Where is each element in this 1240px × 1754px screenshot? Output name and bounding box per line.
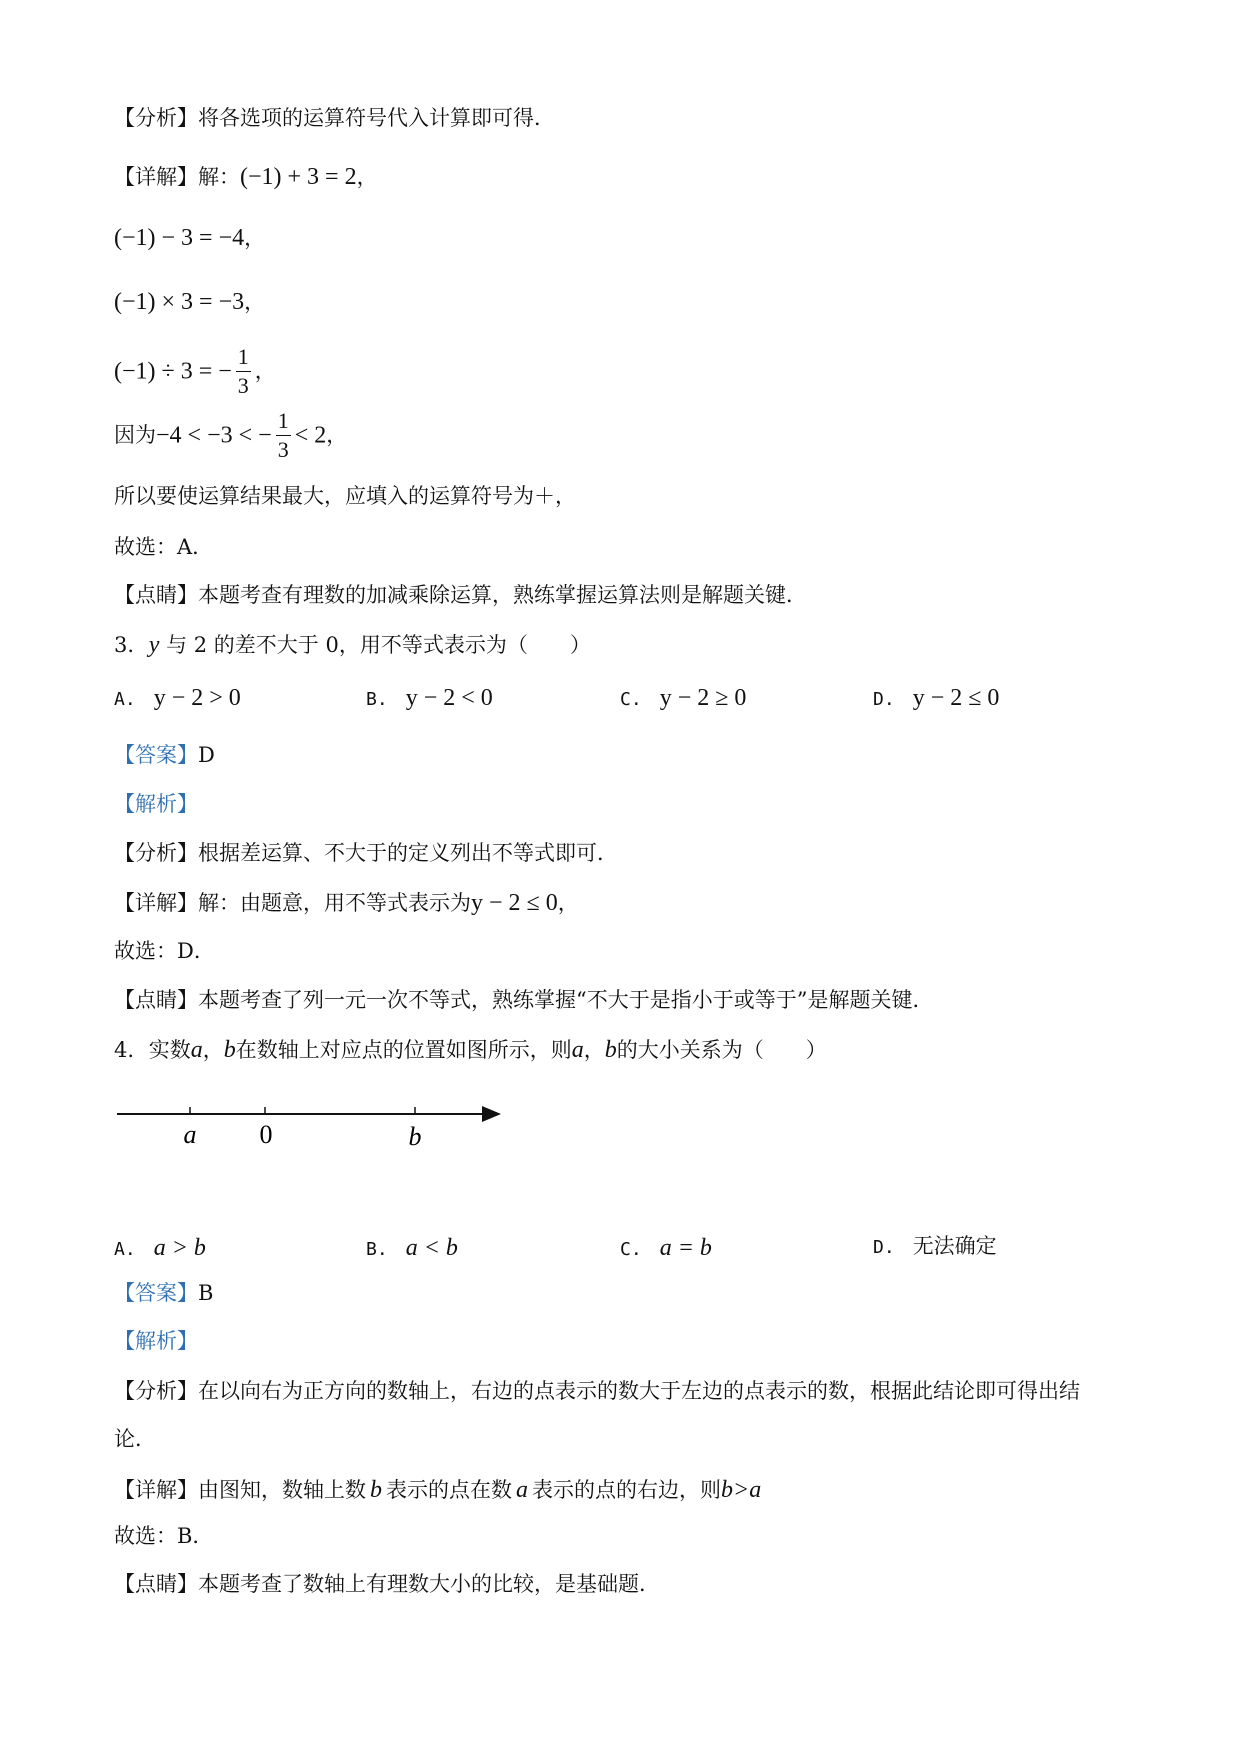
q4-jiexi-tag: 【解析】 (114, 1329, 198, 1353)
q3-option-b[interactable] (366, 686, 493, 710)
q4-sep-2: ， (583, 1038, 605, 1062)
equation-2: (−1) − 3 = −4 (114, 225, 245, 251)
option-expression: a = b (659, 1235, 712, 1261)
q4-detail-relation: b>a (721, 1477, 762, 1503)
option-expression: a < b (405, 1235, 458, 1261)
option-expression: y − 2 < 0 (405, 685, 493, 711)
q3-option-c[interactable] (620, 686, 746, 710)
prev-choose: 故选：A． (114, 535, 214, 559)
q3-variable: y (148, 632, 160, 658)
q4-detail-2: 表示的点在数 (386, 1478, 512, 1502)
equation-4-tail: ， (254, 359, 276, 383)
axis-label-zero: 0 (259, 1120, 273, 1149)
fraction-denominator: 3 (237, 373, 249, 398)
q4-detail-a: a (516, 1477, 528, 1503)
inequality-left: −4 < −3 < − (156, 422, 272, 449)
equation-2-tail: ， (244, 226, 266, 250)
equation-4-line (114, 346, 276, 397)
option-label: B. (366, 689, 388, 710)
q3-detail-expression: y − 2 ≤ 0 (471, 890, 558, 916)
answer-value: B (198, 1281, 214, 1305)
q3-detail-prefix: 【详解】解：由题意，用不等式表示为 (114, 891, 471, 915)
q4-var-a-2: a (571, 1037, 584, 1063)
prev-analysis: 【分析】将各选项的运算符号代入计算即可得． (114, 106, 555, 130)
equation-2-line (114, 226, 265, 250)
q4-stem-1: 实数 (148, 1038, 191, 1062)
option-text: 无法确定 (912, 1234, 997, 1258)
equation-1: (−1) + 3 = 2 (240, 164, 357, 190)
fraction-numerator: 1 (236, 346, 251, 372)
answer-tag: 【答案】 (114, 1281, 198, 1305)
prev-conclusion: 所以要使运算结果最大，应填入的运算符号为＋， (114, 484, 576, 508)
answer-value: D (198, 743, 215, 767)
equation-3-line (114, 290, 265, 314)
q3-option-d[interactable] (873, 686, 999, 710)
q3-analysis: 【分析】根据差运算、不大于的定义列出不等式即可． (114, 841, 618, 865)
option-expression: y − 2 ≥ 0 (659, 685, 747, 711)
prev-comment: 【点睛】本题考查有理数的加减乘除运算，熟练掌握运算法则是解题关键． (114, 583, 807, 607)
answer-tag: 【答案】 (114, 743, 198, 767)
equation-4-left: (−1) ÷ 3 = − (114, 358, 232, 385)
q4-option-c[interactable] (620, 1236, 712, 1260)
axis-label-a: a (183, 1120, 197, 1149)
inequality-line (114, 410, 347, 461)
q4-stem (114, 1038, 827, 1062)
option-label: A. (114, 689, 136, 710)
axis-label-b: b (408, 1122, 422, 1151)
q4-detail-b: b (370, 1477, 382, 1503)
option-expression: a > b (153, 1235, 206, 1261)
q3-detail-tail: ， (557, 891, 579, 915)
inequality-tail: ， (326, 423, 348, 447)
q4-option-d[interactable] (873, 1236, 997, 1257)
equation-3-tail: ， (244, 290, 266, 314)
option-label: D. (873, 1237, 895, 1258)
q4-analysis-2: 论． (114, 1427, 156, 1451)
fraction-numerator: 1 (276, 410, 291, 436)
equation-3: (−1) × 3 = −3 (114, 289, 245, 315)
q4-option-a[interactable] (114, 1236, 206, 1260)
number-line-arrow-icon (482, 1106, 501, 1122)
option-label: C. (620, 1239, 642, 1260)
prev-detail-prefix: 【详解】解： (114, 165, 240, 189)
q4-comment: 【点睛】本题考查了数轴上有理数大小的比较，是基础题． (114, 1572, 660, 1596)
q4-number: 4. (114, 1038, 135, 1062)
q4-sep: ， (202, 1038, 224, 1062)
inequality-right: < 2 (294, 422, 327, 449)
q4-option-b[interactable] (366, 1236, 458, 1260)
q4-answer (114, 1283, 213, 1304)
number-line-figure (115, 1098, 505, 1160)
q4-detail (114, 1478, 761, 1502)
q4-var-a: a (190, 1037, 203, 1063)
q4-var-b: b (223, 1037, 236, 1063)
q4-stem-3: 的大小关系为（ ） (616, 1038, 827, 1062)
q3-jiexi-tag: 【解析】 (114, 792, 198, 816)
q3-detail (114, 891, 579, 915)
fraction-one-third (236, 346, 251, 397)
prev-detail-line (114, 165, 378, 189)
q3-stem (114, 633, 591, 657)
q4-analysis-1: 【分析】在以向右为正方向的数轴上，右边的点表示的数大于左边的点表示的数，根据此结论即可得出结 (114, 1379, 1080, 1403)
q4-var-b-2: b (604, 1037, 617, 1063)
q4-detail-3: 表示的点的右边，则 (532, 1478, 721, 1502)
q3-number: 3. (114, 633, 135, 657)
fraction-denominator: 3 (277, 437, 289, 462)
option-expression: y − 2 > 0 (153, 685, 241, 711)
q4-detail-1: 【详解】由图知，数轴上数 (114, 1478, 366, 1502)
option-label: C. (620, 689, 642, 710)
option-label: B. (366, 1239, 388, 1260)
q4-choose: 故选：B． (114, 1524, 214, 1548)
option-expression: y − 2 ≤ 0 (912, 685, 1000, 711)
q3-answer (114, 745, 215, 766)
option-label: A. (114, 1239, 136, 1260)
q3-stem-text: 与 2 的差不大于 0，用不等式表示为（ ） (166, 633, 591, 657)
equation-1-tail: ， (356, 165, 378, 189)
because-label: 因为 (114, 423, 156, 447)
q3-choose: 故选：D． (114, 939, 215, 963)
fraction-one-third-2 (276, 410, 291, 461)
q3-comment: 【点睛】本题考查了列一元一次不等式，熟练掌握“不大于是指小于或等于”是解题关键． (114, 988, 934, 1012)
q3-option-a[interactable] (114, 686, 241, 710)
option-label: D. (873, 689, 895, 710)
q4-stem-2: 在数轴上对应点的位置如图所示，则 (235, 1038, 572, 1062)
